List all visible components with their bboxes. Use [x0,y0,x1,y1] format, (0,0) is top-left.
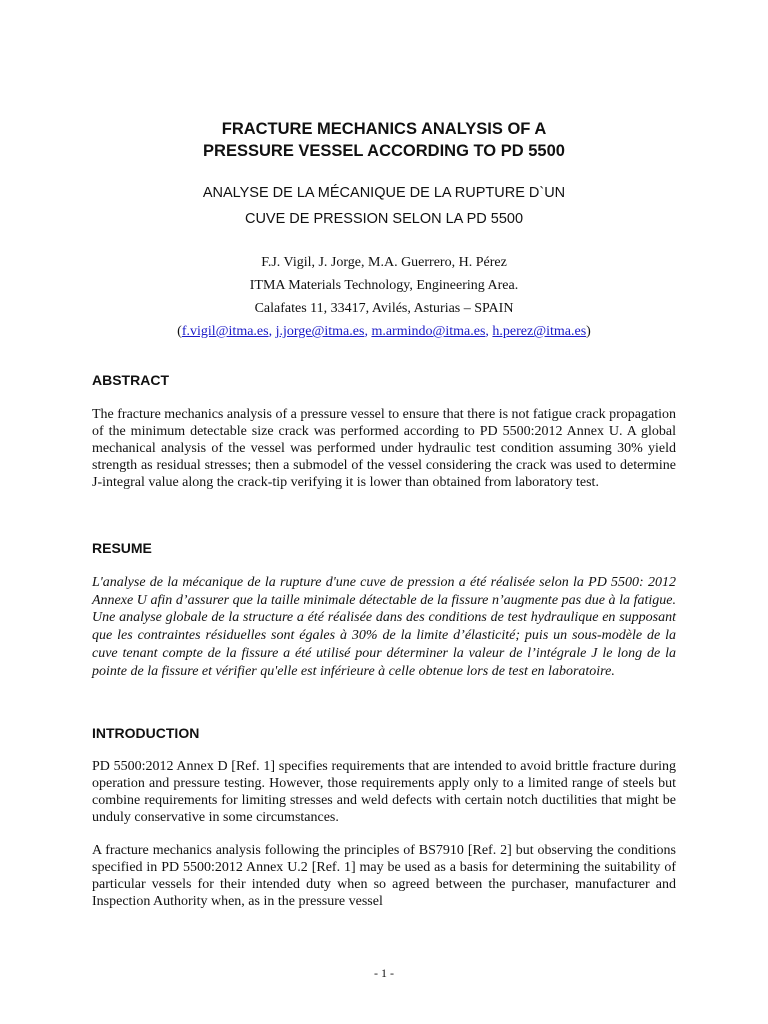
email-link-vigil[interactable]: f.vigil@itma.es [181,324,269,339]
title-line-2: PRESSURE VESSEL ACCORDING TO PD 5500 [203,142,565,160]
page-number: - 1 - [374,966,394,980]
introduction-paragraph-1: PD 5500:2012 Annex D [Ref. 1] specifies requirements that are intended to avoid brittle fracture during operation and pressure testing. However, those requirements apply only to a limited range of steels but combine requirements for limiting stresses and weld defects with certain notch ductilities that might be unduly conservative in some circumstances. [92,759,676,825]
resume-text: L'analyse de la mécanique de la rupture d'une cuve de pression a été réalisée selon la PD 5500: 2012 Annexe U afin d’assurer que la taille minimale détectable de la fissure n’augmente pas due à la fatigue. Une analyse globale de la structure a été réalisée dans des conditions de test hydraulique en supposant que les contraintes résiduelles sont égales à 30% de la limite d’élasticité; puis un sous-modèle de la cuve tenant compte de la fissure a été utilisé pour déterminer la valeur de l’intégrale J le long de la pointe de la fissure et vérifier qu'elle est inférieure à celle obtenue lors de test en laboratoire. [92,575,676,679]
paper-title [0,118,768,162]
resume-heading: RESUME [92,540,152,556]
author-block [0,251,768,343]
email-link-armindo[interactable]: m.armindo@itma.es [371,324,486,339]
french-title-line-1: ANALYSE DE LA MÉCANIQUE DE LA RUPTURE D`UN [202,185,566,201]
author-emails: (f.vigil@itma.es, j.jorge@itma.es, m.armindo@itma.es, h.perez@itma.es) [177,324,591,339]
introduction-heading: INTRODUCTION [92,725,200,741]
author-address: Calafates 11, 33417, Avilés, Asturias – SPAIN [254,301,514,316]
email-link-perez[interactable]: h.perez@itma.es [492,324,587,339]
author-affiliation: ITMA Materials Technology, Engineering Area. [249,278,519,293]
email-link-jorge[interactable]: j.jorge@itma.es [275,324,365,339]
abstract-heading: ABSTRACT [92,372,169,388]
abstract-text: The fracture mechanics analysis of a pressure vessel to ensure that there is not fatigue crack propagation of the minimum detectable size crack was performed according to PD 5500:2012 Annex U. A global mechanical analysis of the vessel was performed under hydraulic test condition assuming 30% yield strength as residual stresses; then a submodel of the vessel considering the crack was used to determine J-integral value along the crack-tip verifying it is lower than obtained from laboratory test. [92,407,676,490]
french-title-line-2: CUVE DE PRESSION SELON LA PD 5500 [244,211,524,227]
french-title [0,180,768,232]
introduction-paragraph-2: A fracture mechanics analysis following the principles of BS7910 [Ref. 2] but observing the conditions specified in PD 5500:2012 Annex U.2 [Ref. 1] may be used as a basis for determining the suitability of particular vessels for their intended duty when so agreed between the purchaser, manufacturer and Inspection Authority when, as in the pressure vessel [92,843,676,909]
title-line-1: FRACTURE MECHANICS ANALYSIS OF A [221,120,547,138]
author-names: F.J. Vigil, J. Jorge, M.A. Guerrero, H. Pérez [261,255,507,270]
